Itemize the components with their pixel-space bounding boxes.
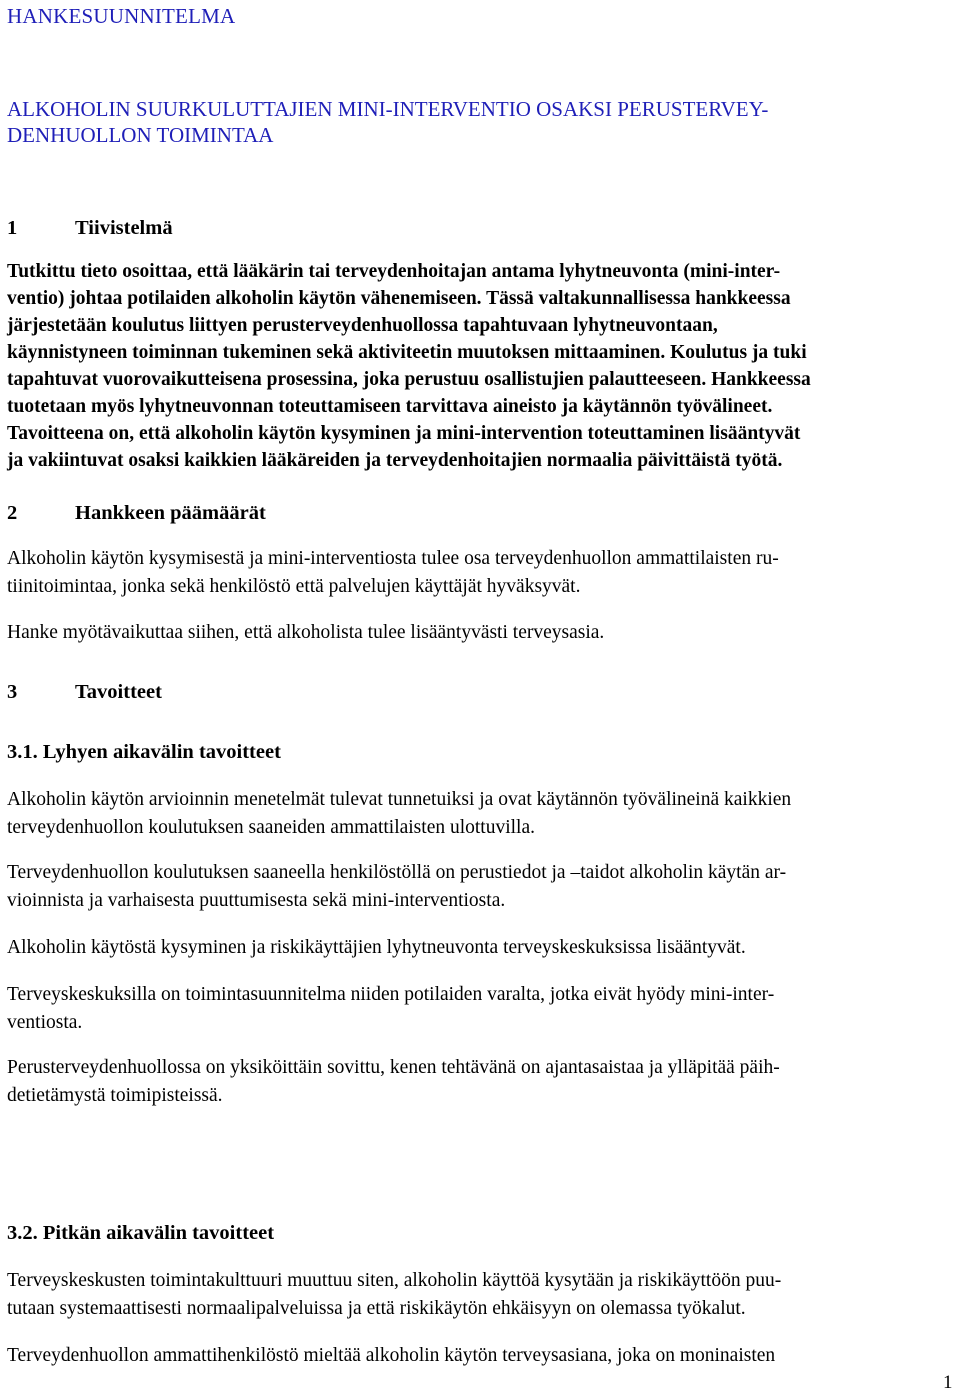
paragraph — [7, 981, 932, 1036]
text-line: vioinnista ja varhaisesta puuttumisesta sekä mini-interventiosta. — [7, 889, 506, 911]
text-line: Tavoitteena on, että alkoholin käytön kysyminen ja mini-intervention toteuttaminen lisääntyvät — [7, 423, 801, 444]
text-line: Perusterveydenhuollossa on yksiköittäin sovittu, kenen tehtävänä on ajantasaistaa ja ylläpitää päih- — [7, 1057, 780, 1078]
page-number: 1 — [943, 1372, 953, 1393]
text-line: tutaan systemaattisesti normaalipalveluissa ja että riskikäytön ehkäisyyn on olemassa työkalut. — [7, 1297, 746, 1319]
text-line: Terveyskeskusten toimintakulttuuri muuttuu siten, alkoholin käyttöä kysytään ja riskikäyttöön puu- — [7, 1270, 782, 1291]
project-title-line: ALKOHOLIN SUURKULUTTAJIEN MINI-INTERVENTIO OSAKSI PERUSTERVEY- — [7, 97, 769, 121]
section-number: 3.1. — [7, 741, 38, 763]
section-heading-text: Tiivistelmä — [75, 217, 173, 239]
paragraph — [7, 1054, 932, 1109]
text-line: käynnistyneen toiminnan tukeminen sekä aktiviteetin muutoksen mittaaminen. Koulutus ja tuki — [7, 342, 807, 363]
text-line: Tutkittu tieto osoittaa, että lääkärin tai terveydenhoitajan antama lyhytneuvonta (mini-inter- — [7, 261, 781, 282]
paragraph — [7, 786, 932, 841]
section-heading-text: Hankkeen päämäärät — [75, 502, 266, 524]
text-line: ventio) johtaa potilaiden alkoholin käytön vähenemiseen. Tässä valtakunnallisessa hankkeessa — [7, 288, 791, 309]
text-line: Terveyskeskuksilla on toimintasuunnitelma niiden potilaiden varalta, jotka eivät hyödy mini-inter- — [7, 984, 775, 1005]
text-line: terveydenhuollon koulutuksen saaneiden ammattilaisten ulottuvilla. — [7, 816, 536, 838]
section-number: 1 — [7, 217, 18, 239]
text-line: Terveydenhuollon ammattihenkilöstö mieltää alkoholin käytön terveysasiana, joka on moninaisten — [7, 1345, 776, 1366]
section-heading-text: Pitkän aikavälin tavoitteet — [42, 1222, 275, 1244]
text-line: Alkoholin käytön kysymisestä ja mini-interventiosta tulee osa terveydenhuollon ammattilaisten ru- — [7, 548, 779, 569]
section-heading-2 — [7, 502, 932, 525]
text-line: ja vakiintuvat osaksi kaikkien lääkäreiden ja terveydenhoitajien normaalia päivittäistä työtä. — [7, 450, 783, 471]
section-number: 2 — [7, 502, 18, 524]
text-line: tiinitoimintaa, jonka sekä henkilöstö että palvelujen käyttäjät hyväksyvät. — [7, 575, 581, 597]
section-heading-3 — [7, 681, 932, 704]
section-heading-text: Tavoitteet — [75, 681, 162, 703]
paragraph — [7, 859, 932, 914]
paragraph — [7, 619, 932, 647]
paragraph — [7, 545, 932, 600]
section-heading-1 — [7, 217, 932, 240]
text-line: tapahtuvat vuorovaikutteisena prosessina, joka perustuu osallistujien palautteeseen. Hankkeessa — [7, 369, 811, 390]
summary-paragraph — [7, 258, 932, 474]
document-title: HANKESUUNNITELMA — [7, 4, 236, 28]
text-line: järjestetään koulutus liittyen perusterveydenhuollossa tapahtuvaan lyhytneuvontaan, — [7, 315, 718, 336]
section-heading-text: Lyhyen aikavälin tavoitteet — [42, 741, 281, 763]
section-number: 3.2. — [7, 1222, 38, 1244]
text-line: Terveydenhuollon koulutuksen saaneella henkilöstöllä on perustiedot ja –taidot alkoholin käytän ar- — [7, 862, 787, 883]
text-line: ventiosta. — [7, 1011, 83, 1033]
paragraph — [7, 934, 932, 962]
text-line: Hanke myötävaikuttaa siihen, että alkoholista tulee lisääntyvästi terveysasia. — [7, 622, 605, 643]
paragraph — [7, 1267, 932, 1322]
project-title-line: DENHUOLLON TOIMINTAA — [7, 123, 274, 147]
text-line: tuotetaan myös lyhytneuvonnan toteuttamiseen tarvittava aineisto ja käytännön työvälineet. — [7, 396, 773, 417]
paragraph — [7, 1342, 932, 1370]
text-line: detietämystä toimipisteissä. — [7, 1084, 223, 1106]
project-title — [7, 96, 937, 148]
text-line: Alkoholin käytöstä kysyminen ja riskikäyttäjien lyhytneuvonta terveyskeskuksissa lisääntyvät. — [7, 937, 746, 958]
text-line: Alkoholin käytön arvioinnin menetelmät tulevat tunnetuiksi ja ovat käytännön työvälineinä kaikkien — [7, 789, 792, 810]
section-number: 3 — [7, 681, 18, 703]
subsection-heading-3-2 — [7, 1222, 932, 1245]
subsection-heading-3-1 — [7, 741, 932, 764]
